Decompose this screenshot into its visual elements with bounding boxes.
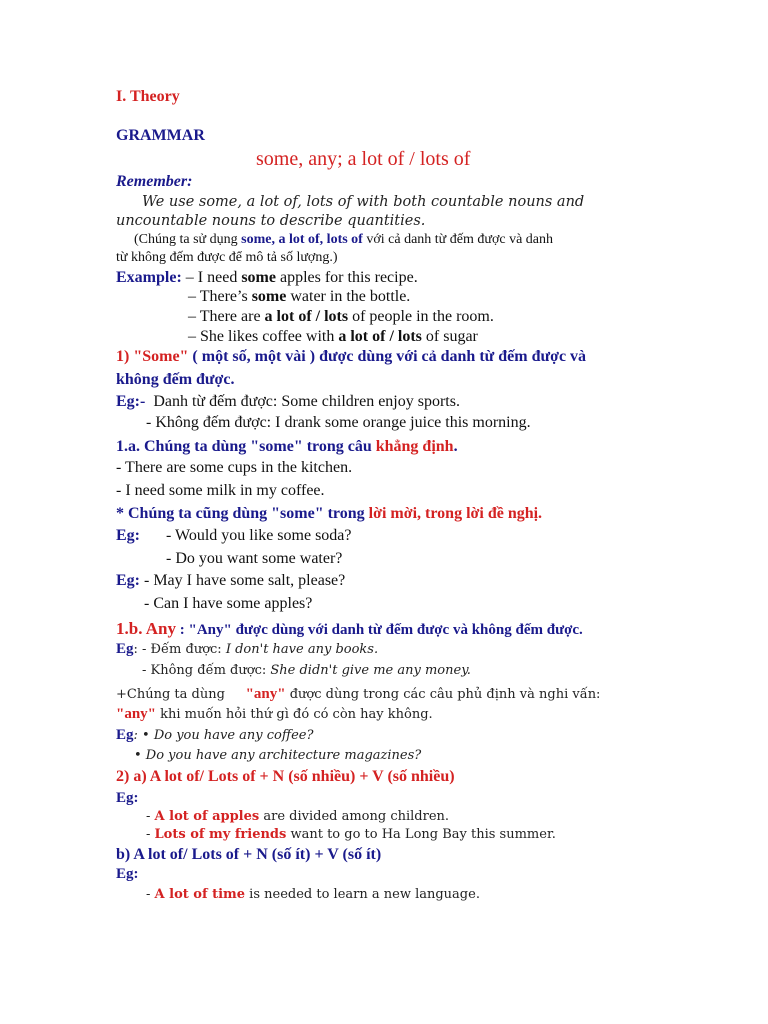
remember-label: Remember: bbox=[116, 173, 193, 190]
section-heading: I. Theory bbox=[116, 88, 180, 105]
eg-text: - Would you like some soda? bbox=[166, 527, 352, 544]
example-line-4 bbox=[188, 328, 478, 346]
example-bold: a lot of / lots bbox=[264, 308, 349, 325]
example-text: of people in the room. bbox=[348, 308, 494, 325]
some-heading-number: 1) "Some" bbox=[116, 348, 189, 365]
section-1a-item-2: - I need some milk in my coffee. bbox=[116, 482, 325, 499]
example-bold: some bbox=[241, 269, 276, 286]
section-1b-eg-line-1 bbox=[116, 641, 378, 658]
example-text: – There are bbox=[188, 308, 265, 325]
section-1b-eg2-line-1 bbox=[116, 727, 313, 744]
eg-italic: I don't have any books. bbox=[225, 642, 379, 657]
example-text: of sugar bbox=[421, 328, 478, 345]
eg-text: - Không đếm được: bbox=[142, 663, 271, 678]
item-text: is needed to learn a new language. bbox=[245, 887, 480, 902]
example-text: water in the bottle. bbox=[286, 288, 411, 305]
eg-label: Eg bbox=[116, 641, 134, 657]
section-1a-item-1: - There are some cups in the kitchen. bbox=[116, 459, 353, 476]
section-1b-heading-text: : "Any" được dùng với danh từ đếm được và không đếm được. bbox=[176, 622, 583, 638]
section-1a-eg1-line-1 bbox=[116, 527, 352, 545]
example-line-3 bbox=[188, 308, 494, 326]
section-2a-eg-label: Eg: bbox=[116, 790, 139, 806]
section-1a-heading-text: 1.a. Chúng ta dùng "some" trong câu bbox=[116, 438, 376, 455]
section-2a-item-1: - A lot of apples are divided among children. bbox=[146, 809, 450, 824]
section-1b-heading bbox=[116, 619, 583, 639]
section-2b-item-1: - A lot of time is needed to learn a new language. bbox=[146, 887, 480, 902]
example-text: – She likes coffee with bbox=[188, 328, 339, 345]
note-highlight: "any" bbox=[245, 686, 286, 702]
punctuation: . bbox=[453, 438, 458, 455]
section-1a-eg2-line-1 bbox=[116, 572, 345, 590]
eg-label: Eg:- bbox=[116, 393, 146, 410]
item-highlight: A lot of time bbox=[154, 887, 246, 902]
section-2b-heading: b) A lot of/ Lots of + N (số ít) + V (số ít) bbox=[116, 846, 382, 863]
eg-text: - May I have some salt, please? bbox=[144, 572, 346, 589]
remember-line-2: uncountable nouns to describe quantities. bbox=[116, 213, 426, 229]
section-1a-eg2-line-2: - Can I have some apples? bbox=[144, 595, 313, 612]
remember-vn-line-1 bbox=[134, 232, 553, 248]
example-bold: some bbox=[251, 288, 287, 305]
note-text: * Chúng ta cũng dùng "some" trong bbox=[116, 505, 369, 522]
some-eg-line-2: - Không đếm được: I drank some orange juice this morning. bbox=[146, 414, 531, 431]
section-1b-note-line-2 bbox=[116, 706, 433, 723]
note-text: khi muốn hỏi thứ gì đó có còn hay không. bbox=[156, 707, 433, 722]
some-heading-text: ( một số, một vài ) được dùng với cả danh từ đếm được và bbox=[188, 348, 587, 365]
section-1b-eg2-line-2: • Do you have any architecture magazines? bbox=[134, 748, 422, 763]
example-text: – I need bbox=[181, 269, 242, 286]
document-title: some, any; a lot of / lots of bbox=[256, 148, 471, 170]
example-text: apples for this recipe. bbox=[275, 269, 418, 286]
section-1a-heading-highlight: khẳng định bbox=[375, 438, 454, 455]
some-heading-line-1 bbox=[116, 348, 586, 366]
remember-vn-line-2: từ không đếm được để mô tả số lượng.) bbox=[116, 250, 338, 265]
section-1a-eg1-line-2: - Do you want some water? bbox=[166, 550, 343, 567]
example-line-1 bbox=[116, 269, 418, 287]
note-text: +Chúng ta dùng bbox=[116, 687, 246, 702]
example-line-2 bbox=[188, 288, 410, 306]
section-1a-heading bbox=[116, 438, 458, 456]
note-highlight: "any" bbox=[116, 706, 156, 722]
section-2a-heading: 2) a) A lot of/ Lots of + N (số nhiều) + V (số nhiều) bbox=[116, 768, 455, 785]
eg-label: Eg bbox=[116, 727, 134, 743]
grammar-label: GRAMMAR bbox=[116, 127, 205, 144]
section-1b-note-line-1 bbox=[116, 686, 600, 703]
example-text: – There’s bbox=[188, 288, 252, 305]
section-1b-eg-line-2 bbox=[142, 663, 471, 678]
some-heading-line-2: không đếm được. bbox=[116, 371, 235, 388]
vn-text: với cả danh từ đếm được và danh bbox=[362, 232, 553, 247]
eg-text: Danh từ đếm được: Some children enjoy sports. bbox=[153, 393, 460, 410]
item-highlight: Lots of my friends bbox=[154, 827, 287, 842]
vn-text: (Chúng ta sử dụng bbox=[134, 232, 242, 247]
section-1b-heading-label: 1.b. Any bbox=[116, 619, 176, 638]
eg-label: Eg: bbox=[116, 527, 140, 544]
eg-italic: : • Do you have any coffee? bbox=[133, 728, 314, 743]
example-bold: a lot of / lots bbox=[338, 328, 422, 345]
item-text: want to go to Ha Long Bay this summer. bbox=[286, 827, 556, 842]
eg-italic: She didn't give me any money. bbox=[270, 663, 471, 678]
remember-line-1: We use some, a lot of, lots of with both countable nouns and bbox=[142, 194, 585, 210]
some-eg-line-1 bbox=[116, 393, 460, 411]
eg-label: Eg: bbox=[116, 572, 140, 589]
section-2a-item-2: - Lots of my friends want to go to Ha Long Bay this summer. bbox=[146, 827, 556, 842]
item-text: are divided among children. bbox=[259, 809, 450, 824]
section-1a-note bbox=[116, 505, 542, 523]
note-text: được dùng trong các câu phủ định và nghi vấn: bbox=[285, 687, 601, 702]
section-2b-eg-label: Eg: bbox=[116, 866, 139, 882]
eg-text: : - Đếm được: bbox=[133, 642, 226, 657]
example-label: Example: bbox=[116, 269, 182, 286]
item-highlight: A lot of apples bbox=[154, 809, 260, 824]
note-highlight: lời mời, trong lời đề nghị. bbox=[368, 505, 543, 522]
vn-highlight: some, a lot of, lots of bbox=[241, 232, 363, 247]
